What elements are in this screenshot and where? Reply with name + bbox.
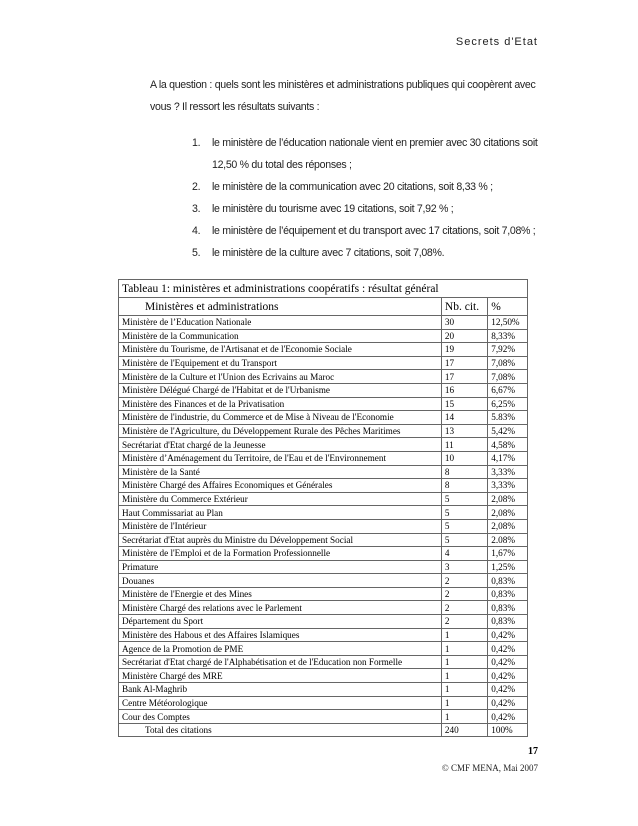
cell-ministry: Secrétariat d'Etat auprès du Ministre du Développement Social	[119, 533, 442, 547]
cell-count: 2	[441, 574, 487, 588]
table-row	[119, 451, 528, 465]
finding-text: le ministère de la communication avec 20 citations, soit 8,33 % ;	[212, 181, 493, 193]
cell-percent: 100%	[488, 723, 528, 737]
cell-count: 2	[441, 601, 487, 615]
column-header-count: Nb. cit.	[441, 298, 487, 316]
running-header-title: Secrets d'Etat	[455, 36, 538, 48]
column-header-ministry: Ministères et administrations	[119, 298, 442, 316]
table-row	[119, 492, 528, 506]
finding-item	[192, 198, 542, 220]
cell-ministry: Ministère de l'Equipement et du Transport	[119, 356, 442, 370]
finding-item	[192, 132, 542, 176]
cell-percent: 0,42%	[488, 710, 528, 724]
cell-count: 2	[441, 615, 487, 629]
page-number: 17	[528, 746, 538, 757]
finding-text: le ministère de l’éducation nationale vient en premier avec 30 citations soit	[212, 137, 538, 149]
cell-count: 3	[441, 560, 487, 574]
cell-percent: 7,92%	[488, 343, 528, 357]
table-row	[119, 465, 528, 479]
cell-percent: 1,67%	[488, 547, 528, 561]
cell-ministry: Secrétariat d'Etat chargé de la Jeunesse	[119, 438, 442, 452]
cell-ministry: Ministère des Habous et des Affaires Islamiques	[119, 628, 442, 642]
cell-ministry: Douanes	[119, 574, 442, 588]
cell-percent: 3,33%	[488, 465, 528, 479]
table-row	[119, 696, 528, 710]
cell-count: 1	[441, 642, 487, 656]
cell-count: 30	[441, 316, 487, 330]
cell-percent: 6,67%	[488, 383, 528, 397]
table-row	[119, 710, 528, 724]
intro-line: vous ? Il ressort les résultats suivants :	[150, 101, 320, 113]
cell-count: 4	[441, 547, 487, 561]
finding-text: le ministère de la culture avec 7 citations, soit 7,08%.	[212, 247, 445, 259]
finding-number: 2.	[192, 181, 201, 193]
table-caption: Tableau 1: ministères et administrations coopératifs : résultat général	[119, 280, 528, 298]
cell-count: 1	[441, 628, 487, 642]
cell-count: 1	[441, 710, 487, 724]
cell-ministry: Ministère de l’Education Nationale	[119, 316, 442, 330]
cell-count: 14	[441, 411, 487, 425]
table-row	[119, 560, 528, 574]
cell-ministry: Ministère de l'Emploi et de la Formation Professionnelle	[119, 547, 442, 561]
finding-item	[192, 176, 542, 198]
cell-percent: 0,42%	[488, 696, 528, 710]
cell-ministry: Ministère de l'Energie et des Mines	[119, 587, 442, 601]
cell-count: 10	[441, 451, 487, 465]
cell-ministry: Ministère de la Culture et l'Union des Ecrivains au Maroc	[119, 370, 442, 384]
table-row	[119, 574, 528, 588]
cell-ministry: Ministère de l'Intérieur	[119, 519, 442, 533]
finding-item	[192, 220, 542, 242]
column-header-percent: %	[488, 298, 528, 316]
cell-percent: 0,42%	[488, 683, 528, 697]
finding-number: 4.	[192, 225, 201, 237]
cell-count: 5	[441, 506, 487, 520]
cell-ministry: Ministère des Finances et de la Privatisation	[119, 397, 442, 411]
table-row	[119, 601, 528, 615]
cell-ministry: Département du Sport	[119, 615, 442, 629]
table-row	[119, 587, 528, 601]
cell-count: 5	[441, 533, 487, 547]
cell-ministry: Agence de la Promotion de PME	[119, 642, 442, 656]
cell-ministry: Bank Al-Maghrib	[119, 683, 442, 697]
cell-count: 16	[441, 383, 487, 397]
cell-percent: 2,08%	[488, 506, 528, 520]
cell-percent: 8,33%	[488, 329, 528, 343]
cell-ministry: Cour des Comptes	[119, 710, 442, 724]
table-row	[119, 329, 528, 343]
cell-ministry: Ministère de l'industrie, du Commerce et de Mise à Niveau de l'Economie	[119, 411, 442, 425]
cell-count: 19	[441, 343, 487, 357]
cell-ministry: Ministère Délégué Chargé de l'Habitat et de l'Urbanisme	[119, 383, 442, 397]
finding-text: le ministère de l’équipement et du transport avec 17 citations, soit 7,08% ;	[212, 225, 536, 237]
cell-count: 1	[441, 696, 487, 710]
cell-count: 5	[441, 519, 487, 533]
cell-percent: 0,42%	[488, 628, 528, 642]
cell-count: 1	[441, 669, 487, 683]
cell-ministry: Secrétariat d'Etat chargé de l'Alphabétisation et de l'Education non Formelle	[119, 655, 442, 669]
table-row	[119, 343, 528, 357]
cell-percent: 0,83%	[488, 574, 528, 588]
table-row	[119, 438, 528, 452]
cell-ministry: Ministère de la Communication	[119, 329, 442, 343]
table-row	[119, 356, 528, 370]
cell-count: 17	[441, 370, 487, 384]
table-row	[119, 533, 528, 547]
table-row	[119, 547, 528, 561]
cell-ministry: Ministère d’Aménagement du Territoire, de l'Eau et de l'Environnement	[119, 451, 442, 465]
table-row	[119, 397, 528, 411]
cell-percent: 0,42%	[488, 669, 528, 683]
cell-count: 5	[441, 492, 487, 506]
cell-percent: 12,50%	[488, 316, 528, 330]
finding-text: le ministère du tourisme avec 19 citations, soit 7,92 % ;	[212, 203, 454, 215]
intro-line: A la question : quels sont les ministères et administrations publiques qui coopèrent avec	[150, 79, 536, 91]
cell-percent: 5,42%	[488, 424, 528, 438]
cell-count: 15	[441, 397, 487, 411]
cell-count: 13	[441, 424, 487, 438]
cell-count: 8	[441, 465, 487, 479]
finding-number: 3.	[192, 203, 201, 215]
cell-percent: 7,08%	[488, 356, 528, 370]
cell-percent: 4,58%	[488, 438, 528, 452]
cell-count: 8	[441, 479, 487, 493]
cell-percent: 2.08%	[488, 533, 528, 547]
cell-ministry: Centre Météorologique	[119, 696, 442, 710]
cell-ministry: Total des citations	[119, 723, 442, 737]
table-row	[119, 370, 528, 384]
cell-percent: 3,33%	[488, 479, 528, 493]
cell-ministry: Primature	[119, 560, 442, 574]
cell-percent: 0,83%	[488, 587, 528, 601]
cell-percent: 1,25%	[488, 560, 528, 574]
table-header-row	[119, 298, 528, 316]
cell-ministry: Ministère de la Santé	[119, 465, 442, 479]
cell-percent: 0,42%	[488, 655, 528, 669]
cell-count: 1	[441, 683, 487, 697]
cell-percent: 6,25%	[488, 397, 528, 411]
footer-credit: © CMF MENA, Mai 2007	[441, 763, 538, 773]
cell-ministry: Ministère de l'Agriculture, du Développement Rurale des Pêches Maritimes	[119, 424, 442, 438]
table-row	[119, 642, 528, 656]
table-row	[119, 424, 528, 438]
finding-number: 1.	[192, 137, 201, 149]
finding-number: 5.	[192, 247, 201, 259]
table-caption-row	[119, 280, 528, 298]
cell-count: 20	[441, 329, 487, 343]
cell-percent: 4,17%	[488, 451, 528, 465]
intro-paragraph	[150, 74, 550, 118]
table-row	[119, 683, 528, 697]
table-row	[119, 655, 528, 669]
table-row	[119, 628, 528, 642]
finding-text: 12,50 % du total des réponses ;	[212, 159, 352, 171]
cell-percent: 0,83%	[488, 615, 528, 629]
table-row	[119, 479, 528, 493]
cell-ministry: Ministère du Tourisme, de l'Artisanat et de l'Economie Sociale	[119, 343, 442, 357]
cell-percent: 0,42%	[488, 642, 528, 656]
table-row	[119, 316, 528, 330]
finding-item	[192, 242, 542, 264]
cell-count: 240	[441, 723, 487, 737]
cell-count: 1	[441, 655, 487, 669]
table-row	[119, 411, 528, 425]
cell-percent: 7,08%	[488, 370, 528, 384]
table-row	[119, 669, 528, 683]
cell-ministry: Haut Commissariat au Plan	[119, 506, 442, 520]
table-row	[119, 615, 528, 629]
cell-ministry: Ministère Chargé des relations avec le Parlement	[119, 601, 442, 615]
cell-count: 2	[441, 587, 487, 601]
cell-ministry: Ministère Chargé des MRE	[119, 669, 442, 683]
results-table	[118, 279, 528, 737]
cell-percent: 0,83%	[488, 601, 528, 615]
cell-count: 17	[441, 356, 487, 370]
cell-count: 11	[441, 438, 487, 452]
table-row	[119, 383, 528, 397]
table-total-row	[119, 723, 528, 737]
cell-percent: 5.83%	[488, 411, 528, 425]
cell-percent: 2,08%	[488, 492, 528, 506]
table-row	[119, 506, 528, 520]
cell-ministry: Ministère du Commerce Extérieur	[119, 492, 442, 506]
table-row	[119, 519, 528, 533]
cell-percent: 2,08%	[488, 519, 528, 533]
cell-ministry: Ministère Chargé des Affaires Economiques et Générales	[119, 479, 442, 493]
findings-list	[192, 132, 542, 264]
